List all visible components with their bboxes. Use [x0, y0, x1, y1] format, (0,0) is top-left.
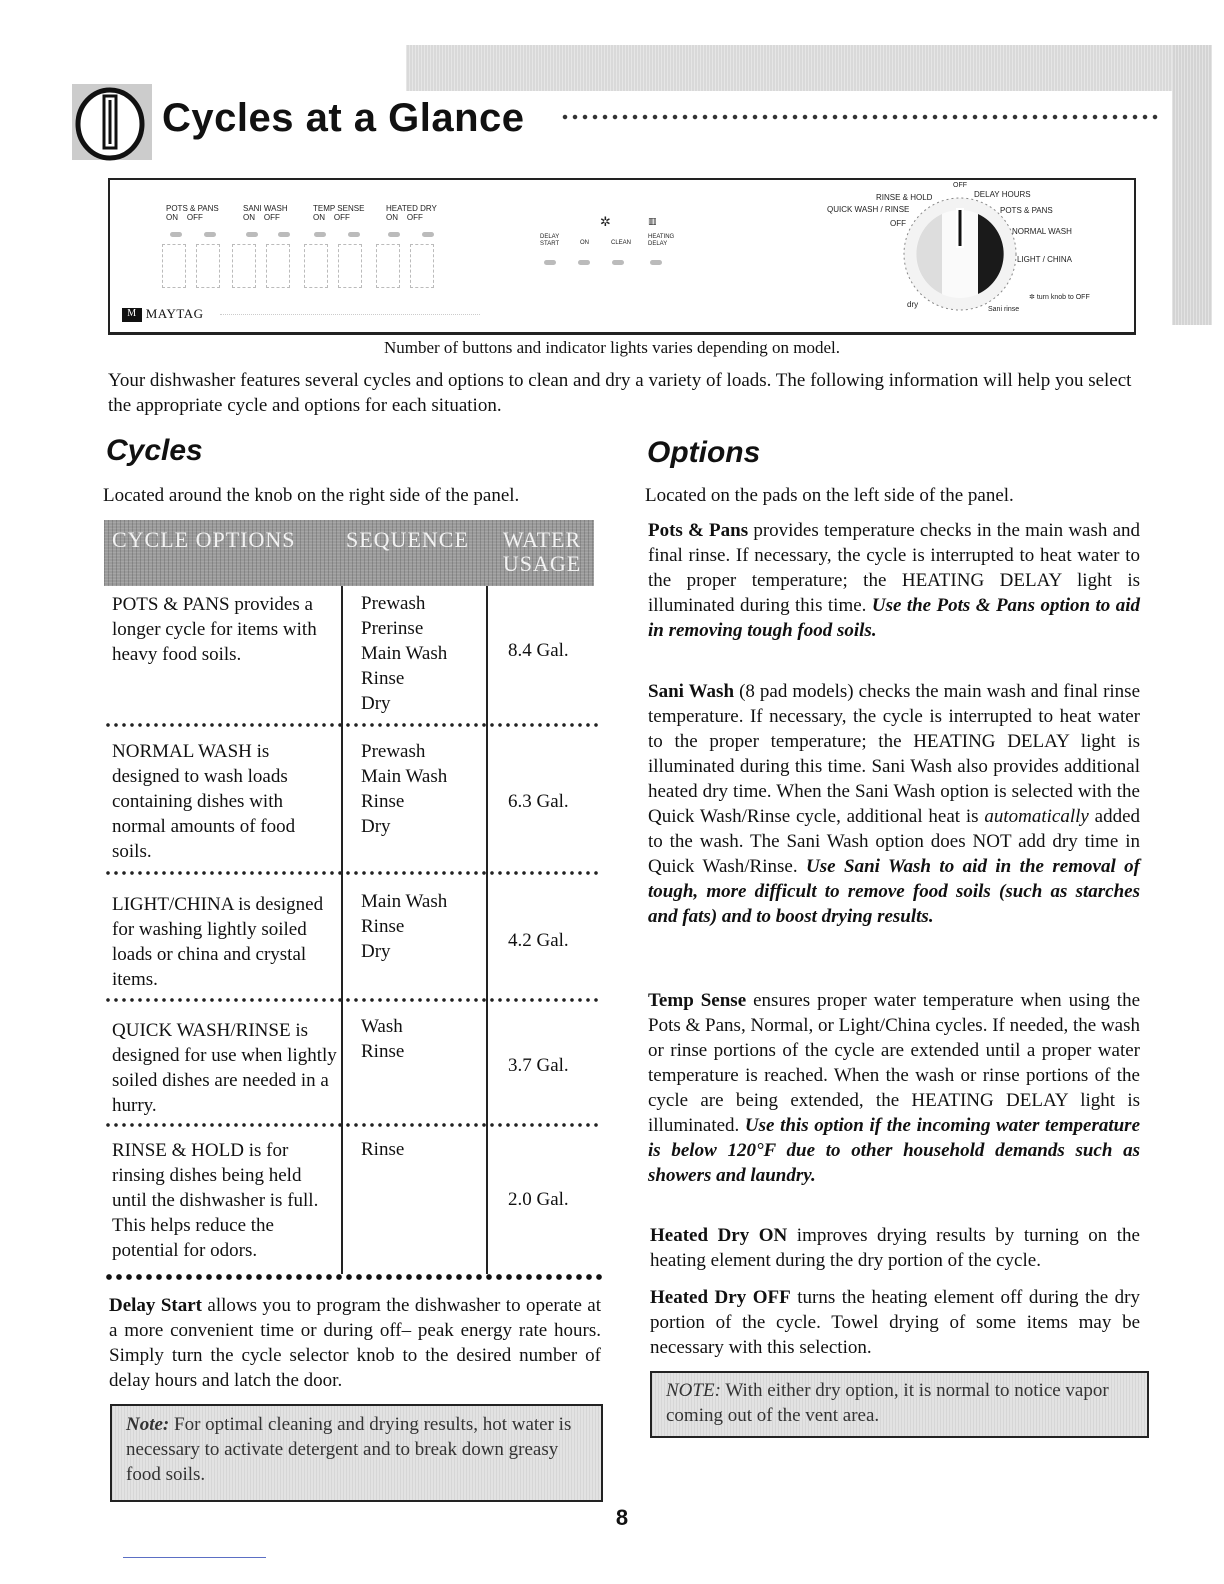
pad-indicators — [166, 232, 456, 240]
cycle-water-light-china: 4.2 Gal. — [508, 930, 569, 951]
table-divider-2 — [486, 586, 488, 1274]
heating-icon: ▥ — [648, 216, 657, 226]
cleaning-note: Note: For optimal cleaning and drying results, hot water is necessary to activate detergent and to break down greasy food soils. — [126, 1414, 572, 1485]
title-dot-leader — [560, 112, 1162, 122]
dry-note: NOTE: With either dry option, it is normal to notice vapor coming out of the vent area. — [666, 1380, 1109, 1426]
delay-start-paragraph: Delay Start allows you to program the dishwasher to operate at a more convenient time or during off– peak energy rate hours. Simply turn the cycle selector knob to the desired number of delay hours and latch the door. — [109, 1295, 601, 1391]
cycle-seq-quick-wash: Wash Rinse — [361, 1016, 405, 1062]
pad-heated-dry: HEATED DRY ON OFF — [386, 204, 437, 222]
clean-icon: ✲ — [600, 214, 611, 229]
pad-temp-sense: TEMP SENSE ON OFF — [313, 204, 365, 222]
control-panel-illustration: POTS & PANS ON OFF SANI WASH ON OFF TEMP SENSE ON OFF HEATED DRY ON OFF ✲ ▥ DELAY START ON CLEAN HEATING DELAY OFF DELAY HOURS RINSE & HOLD QUICK WASH / RINSE POTS & PANS OFF NORMAL WASH LIGHT / CHINA dry Sani rinse ✲ turn knob to OFF M MAYTAG — [108, 178, 1136, 335]
cycle-seq-normal-wash: Prewash Main Wash Rinse Dry — [361, 741, 448, 837]
pad-buttons — [162, 244, 452, 290]
intro-paragraph: Your dishwasher features several cycles and options to clean and dry a variety of loads. The following information will help you select the appropriate cycle and options for each situation. — [108, 370, 1132, 416]
pad-pots-pans: POTS & PANS ON OFF — [166, 204, 219, 222]
row-separator — [104, 996, 600, 1004]
cycle-desc-pots-pans: POTS & PANS provides a longer cycle for items with heavy food soils. — [112, 594, 317, 665]
cycle-water-normal-wash: 6.3 Gal. — [508, 791, 569, 812]
cycle-desc-quick-wash: QUICK WASH/RINSE is designed for use when lightly soiled dishes are needed in a hurry. — [112, 1020, 337, 1116]
option-sani-wash: Sani Wash (8 pad models) checks the main wash and final rinse temperature. If necessary, the cycle is interrupted to heat water to the proper temperature; the HEATING DELAY light is illuminated during this time. Sani Wash also provides additional heated dry time. When the Sani Wash option is selected with the Quick Wash/Rinse cycle, additional heat is automatically added to the wash. The Sani Wash option does NOT add dry time in Quick Wash/Rinse. Use Sani Wash to aid in the removal of tough, more difficult to remove food soils (such as starches and fats) and to boost drying results. — [648, 681, 1141, 927]
pad-sani-wash: SANI WASH ON OFF — [243, 204, 288, 222]
cycle-desc-rinse-hold: RINSE & HOLD is for rinsing dishes being held until the dishwasher is full. This helps reduce the potential for odors. — [112, 1140, 319, 1261]
option-pots-pans: Pots & Pans provides temperature checks in the main wash and final rinse. If necessary, the cycle is interrupted to heat water to the proper temperature; the HEATING DELAY light is illuminated during this time. Use the Pots & Pans option to aid in removing tough food soils. — [648, 520, 1140, 641]
side-band — [1172, 45, 1212, 325]
cycle-water-rinse-hold: 2.0 Gal. — [508, 1189, 569, 1210]
row-separator — [104, 869, 600, 877]
header-band — [406, 45, 1211, 91]
col-header-cycle-options: CYCLE OPTIONS — [112, 527, 296, 552]
cycle-seq-light-china: Main Wash Rinse Dry — [361, 891, 448, 962]
maytag-logo-icon: M — [122, 308, 142, 322]
options-subtitle: Located on the pads on the left side of the panel. — [645, 485, 1014, 506]
turn-knob-note: ✲ turn knob to OFF — [1029, 294, 1090, 301]
sun-icon: ✲ — [1029, 294, 1035, 301]
cycle-seq-pots-pans: Prewash Prerinse Main Wash Rinse Dry — [361, 593, 448, 714]
cycle-seq-rinse-hold: Rinse — [361, 1139, 405, 1160]
cycle-desc-normal-wash: NORMAL WASH is designed to wash loads containing dishes with normal amounts of food soils. — [112, 741, 296, 862]
table-bottom-rule — [104, 1272, 606, 1282]
table-divider-1 — [341, 586, 343, 1274]
faint-panel-text — [220, 314, 480, 316]
col-header-water-usage: WATER USAGE — [502, 527, 582, 576]
page-number: 8 — [615, 1505, 629, 1530]
footer-rule — [123, 1557, 266, 1558]
cycle-water-pots-pans: 8.4 Gal. — [508, 640, 569, 661]
row-separator — [104, 721, 600, 729]
page-title: Cycles at a Glance — [162, 96, 525, 140]
option-heated-dry-on: Heated Dry ON improves drying results by turning on the heating element during the dry portion of the cycle. — [650, 1225, 1140, 1271]
cycles-heading: Cycles — [106, 434, 203, 467]
panel-caption: Number of buttons and indicator lights varies depending on model. — [383, 338, 841, 357]
option-temp-sense: Temp Sense ensures proper water temperature when using the Pots & Pans, Normal, or Light/China cycles. If needed, the wash or rinse portions of the cycle are extended until a proper water temperature is reached. When the wash or rinse portions of the cycle are being extended, the HEATING DELAY light is illuminated. Use this option if the incoming water temperature is below 120°F due to other household demands such as showers and laundry. — [648, 990, 1141, 1186]
cycle-water-quick-wash: 3.7 Gal. — [508, 1055, 569, 1076]
row-separator — [104, 1121, 600, 1129]
cycle-desc-light-china: LIGHT/CHINA is designed for washing lightly soiled loads or china and crystal items. — [112, 894, 324, 990]
option-heated-dry-off: Heated Dry OFF turns the heating element off during the dry portion of the cycle. Towel drying of some items may be necessary with this selection. — [650, 1287, 1140, 1358]
col-header-sequence: SEQUENCE — [346, 527, 469, 552]
dial-icon — [70, 82, 156, 162]
maytag-logo: M MAYTAG — [122, 306, 204, 322]
cycles-subtitle: Located around the knob on the right side of the panel. — [103, 485, 520, 506]
options-heading: Options — [647, 436, 761, 469]
